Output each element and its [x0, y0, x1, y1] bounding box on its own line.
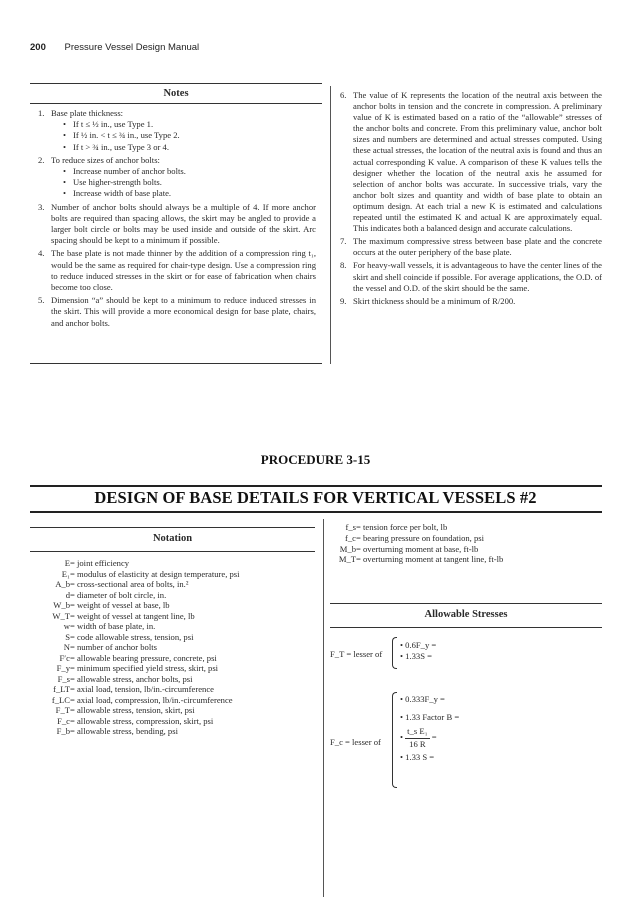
notation-symbol: F_b [56, 726, 70, 736]
notation-symbol: S [65, 631, 70, 642]
notation-symbol: F_T [55, 705, 70, 715]
notation-row [40, 611, 320, 622]
notation-definition: = joint efficiency [70, 558, 130, 568]
procedure-title: DESIGN OF BASE DETAILS FOR VERTICAL VESSELS #2 [94, 488, 537, 507]
notation-symbol: w [63, 621, 70, 631]
note-number: 1. [38, 108, 45, 118]
notation-definition: = allowable stress, tension, skirt, psi [70, 705, 195, 715]
allowable-rule-top [330, 603, 602, 604]
notes-list [30, 104, 322, 329]
note-number: 4. [38, 248, 45, 259]
note-subitem: • If t ≤ ½ in., use Type 1. [51, 119, 316, 130]
page-header [30, 42, 199, 53]
procedure-number: PROCEDURE 3-15 [260, 452, 371, 467]
notation-definition: = overturning moment at tangent line, ft-lb [356, 554, 504, 565]
note-item [38, 202, 316, 247]
fraction-numerator: t_s E₁ [405, 726, 429, 739]
notation-symbol: M_T [338, 554, 356, 565]
notation-definition: = overturning moment at base, ft-lb [356, 543, 479, 554]
notation-definition: = axial load, tension, lb/in.-circumference [70, 684, 214, 694]
notation-row [40, 558, 320, 569]
notation-row [40, 642, 320, 653]
fraction-equals: = [431, 731, 437, 742]
note-text: Base plate thickness: [51, 108, 124, 118]
note-subitem: • Increase width of base plate. [51, 188, 316, 199]
ft-options [400, 640, 436, 662]
note-body [51, 295, 316, 329]
column-divider-2 [323, 519, 324, 897]
notation-rule-top [30, 527, 315, 528]
note-number: 2. [38, 154, 45, 165]
fc-label: F_c = lesser of [330, 737, 381, 747]
note-text: Skirt thickness should be a minimum of R/200. [353, 295, 516, 306]
notation-row [40, 653, 320, 664]
notation-symbol: F′c [59, 652, 70, 663]
notation-definition: = modulus of elasticity at design temperature, psi [70, 568, 240, 579]
fc-option: • 1.33 Factor B = [400, 711, 460, 722]
running-title: Pressure Vessel Design Manual [64, 42, 200, 53]
notation-row [40, 590, 320, 601]
allowable-rule-bottom [330, 627, 602, 628]
notation-symbol: A_b [55, 579, 70, 589]
note-item [38, 295, 316, 329]
notation-definition: = bearing pressure on foundation, psi [356, 532, 484, 543]
ft-label: F_T = lesser of [330, 649, 383, 659]
notation-row [40, 621, 320, 632]
notation-symbol: M_b [339, 543, 356, 554]
note-body [51, 108, 316, 153]
notation-symbol: f_LC [51, 694, 70, 705]
note-item [340, 90, 602, 234]
note-body [51, 202, 316, 247]
allowable-title: Allowable Stresses [424, 609, 508, 620]
note-text: For heavy-wall vessels, it is advantageous to have the center lines of the skirt and shell coincide if possible. For average applications, the O.D. of the vessel and O.D. of the skirt should be the same. [353, 260, 602, 293]
note-number: 5. [38, 295, 45, 306]
note-text: The maximum compressive stress between base plate and the concrete occurs at the outer periphery of the base plate. [353, 236, 602, 258]
note-item [38, 155, 316, 200]
notation-definition: = allowable stress, anchor bolts, psi [70, 673, 193, 684]
page-number: 200 [30, 42, 46, 53]
fraction-denominator: 16 R [409, 738, 426, 749]
notation-definition: = axial load, compression, lb/in.-circumference [70, 694, 233, 705]
notation-row [40, 695, 320, 706]
notation-list [40, 558, 320, 737]
note-subitems [51, 166, 316, 200]
notation-symbol: f_s [345, 522, 356, 532]
notation-rule-bottom [30, 551, 315, 552]
notation-definition: = tension force per bolt, lb [356, 522, 448, 532]
notation-row [40, 726, 320, 737]
rule-top [30, 485, 602, 487]
notation-row [40, 705, 320, 716]
notation-symbol: F_s [57, 673, 70, 684]
notation-row [40, 663, 320, 674]
ft-option: • 1.33S = [400, 651, 432, 661]
notation-symbol: N [63, 642, 70, 652]
note-item [38, 248, 316, 293]
note-item [340, 296, 602, 307]
notation-row [40, 600, 320, 611]
note-body [51, 248, 316, 293]
notation-list-right [330, 522, 600, 565]
notation-symbol: d [65, 589, 70, 600]
fc-option-fraction: • $\frac{\text{t\_s E₁}}{16 R}$ = [400, 726, 437, 749]
column-divider [330, 86, 331, 364]
notation-definition: = weight of vessel at base, lb [70, 600, 170, 610]
notation-definition: = allowable stress, compression, skirt, psi [70, 715, 214, 726]
notation-definition: = diameter of bolt circle, in. [70, 589, 167, 600]
fc-option: • 1.33 S = [400, 752, 435, 762]
notation-symbol: F_c [57, 715, 70, 726]
notation-row [40, 632, 320, 643]
notation-symbol: f_LT [53, 684, 70, 694]
notation-row [330, 544, 600, 555]
note-subitem: • If t > ¾ in., use Type 3 or 4. [51, 142, 316, 153]
notation-definition: = minimum specified yield stress, skirt, psi [70, 663, 219, 673]
notes-title: Notes [30, 84, 322, 104]
fc-brace [392, 692, 397, 788]
notation-row [330, 522, 600, 533]
notation-definition: = cross-sectional area of bolts, in.² [70, 579, 189, 589]
notation-definition: = width of base plate, in. [70, 621, 156, 631]
note-number: 9. [340, 295, 347, 306]
fc-option: • 0.333F_y = [400, 694, 445, 704]
fc-options [400, 694, 459, 764]
note-subitem: • Use higher-strength bolts. [51, 177, 316, 188]
note-subitem: • Increase number of anchor bolts. [51, 166, 316, 177]
notation-row [40, 579, 320, 590]
notation-definition: = allowable stress, bending, psi [70, 726, 178, 736]
notation-row [40, 674, 320, 685]
notes-box [30, 83, 322, 364]
notation-definition: = number of anchor bolts [70, 642, 157, 652]
note-text: Number of anchor bolts should always be a multiple of 4. If more anchor bolts are required than spacing allows, the skirt may be angled to provide a larger bolt circle or bolts may be used inside and outside of the skirt. Arc spacing should be kept to a minimum if possible. [51, 201, 316, 246]
rule-bottom [30, 511, 602, 513]
notation-row [40, 569, 320, 580]
ft-brace [392, 637, 397, 669]
note-text: The base plate is not made thinner by the addition of a compression ring t₁, would be the same as required for chair-type design. Use a compression ring to reduce induced stresses in the skirt or for ease of fabrication when chairs become too close. [51, 248, 316, 293]
notation-definition: = weight of vessel at tangent line, lb [70, 610, 195, 621]
notation-title: Notation [152, 533, 193, 544]
note-item [340, 236, 602, 258]
notation-row [40, 716, 320, 727]
notes-continued [340, 90, 602, 309]
notation-symbol: E₁ [61, 568, 70, 579]
notation-symbol: W_b [53, 600, 70, 610]
note-body [51, 155, 316, 200]
notation-row [330, 554, 600, 565]
notation-definition: = allowable bearing pressure, concrete, psi [70, 652, 217, 663]
note-item [340, 260, 602, 293]
notation-symbol: W_T [52, 610, 70, 621]
ft-option: • 0.6F_y = [400, 640, 437, 650]
notation-definition: = code allowable stress, tension, psi [70, 631, 194, 642]
note-number: 3. [38, 201, 45, 212]
note-number: 7. [340, 236, 347, 247]
notation-symbol: E [64, 558, 70, 568]
note-subitem: • If ½ in. < t ≤ ¾ in., use Type 2. [51, 130, 316, 141]
note-text: To reduce sizes of anchor bolts: [51, 154, 160, 165]
notation-symbol: F_y [56, 663, 70, 673]
note-text: The value of K represents the location of the neutral axis between the anchor bolts in tension and the concrete in compression. A preliminary value of K is estimated based on a ratio of the “allowable” stresses of the anchor bolts and concrete. From this preliminary value, anchor bolt sizes and numbers are determined and actual stresses computed. Using these actual stresses, the location of the neutral axis is found and thus an actual corresponding K value. A comparison of these K values tells the designer whether the location of the neutral axis he assumed for selection of anchor bolts was accurate. In successive trials, vary the anchor bolt sizes and quantity and width of base plate to obtain an optimum design. At each trial a new K is estimated and calculations repeated until the estimated K and actual K are approximately equal. This indicates both a balanced design and accurate calculations. [353, 90, 602, 234]
notation-row [40, 684, 320, 695]
note-number: 6. [340, 90, 347, 100]
note-item [38, 108, 316, 153]
note-subitems [51, 119, 316, 153]
fraction [405, 726, 429, 750]
notation-row [330, 533, 600, 544]
note-text: Dimension “a” should be kept to a minimum to reduce induced stresses in the skirt. This will provide a more economical design for base plate, chairs, and anchor bolts. [51, 295, 316, 328]
note-number: 8. [340, 260, 347, 271]
notation-symbol: f_c [345, 532, 356, 543]
